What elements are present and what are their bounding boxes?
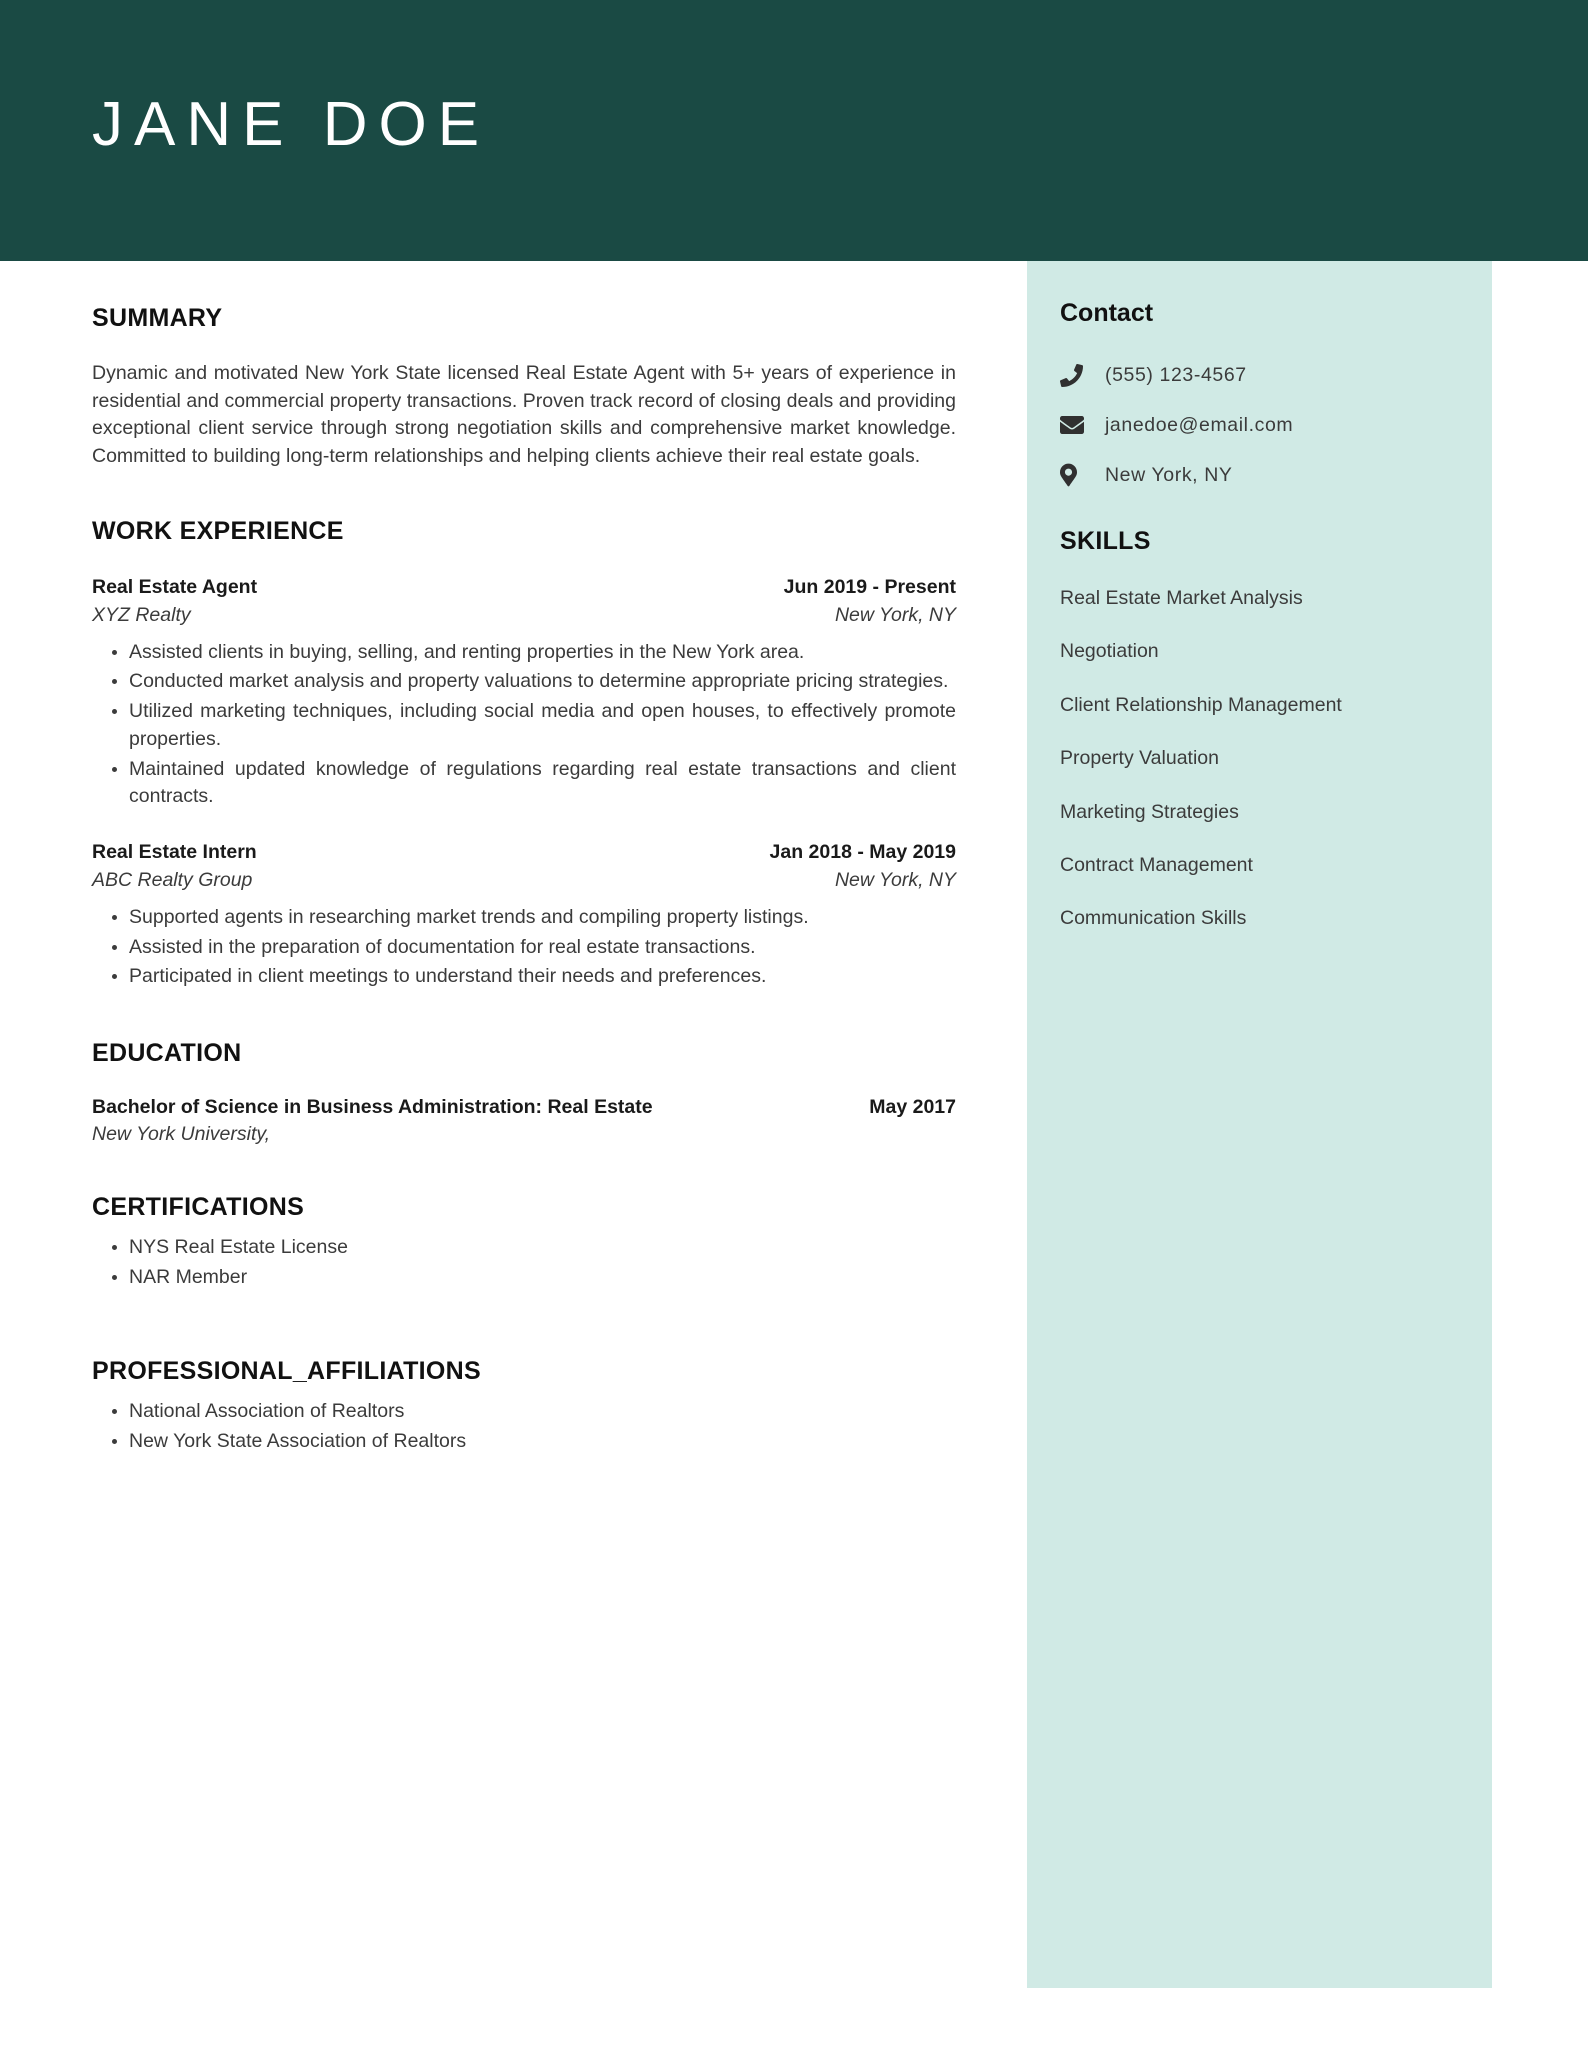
page-title: JANE DOE [92, 90, 491, 159]
job-title-row [92, 841, 956, 864]
job-dates: Jun 2019 - Present [783, 575, 956, 598]
list-item: Negotiation [1060, 640, 1159, 663]
list-item: Communication Skills [1060, 907, 1247, 930]
job-company-row [92, 869, 956, 892]
certifications-section-heading: CERTIFICATIONS [92, 1192, 305, 1221]
phone-icon [1060, 364, 1086, 387]
certifications-list [92, 1234, 956, 1291]
header-band [0, 0, 1588, 261]
list-item: Real Estate Market Analysis [1060, 587, 1303, 609]
list-item: Client Relationship Management [1060, 693, 1342, 716]
list-item: • Participated in client meetings to understand their needs and preferences. [129, 963, 956, 991]
education-school: New York University, [92, 1122, 271, 1145]
list-item: Marketing Strategies [1060, 800, 1239, 823]
summary-paragraph: Dynamic and motivated New York State licensed Real Estate Agent with 5+ years of experience in residential and commercial property transactions. Proven track record of closing deals and providing exceptional client service through strong negotiation skills and comprehensive market knowledge. Committed to building long-term relationships and helping clients achieve their real estate goals. [92, 362, 956, 468]
professional-affiliations-section-heading: PROFESSIONAL_AFFILIATIONS [92, 1357, 481, 1386]
education-date: May 2017 [869, 1095, 956, 1118]
job-company-row [92, 604, 956, 627]
education-degree-row [92, 1096, 956, 1119]
work-experience-entry [92, 841, 956, 991]
job-dates: Jan 2018 - May 2019 [769, 840, 956, 863]
list-item: • New York State Association of Realtors [129, 1428, 956, 1456]
job-location: New York, NY [834, 603, 956, 626]
work-experience-section-heading: WORK EXPERIENCE [92, 516, 344, 545]
location-pin-icon [1060, 463, 1086, 487]
list-item: • Maintained updated knowledge of regulations regarding real estate transactions and client contracts. [129, 756, 956, 811]
list-item: • Assisted clients in buying, selling, and renting properties in the New York area. [129, 639, 956, 667]
job-title-row [92, 576, 956, 599]
job-title: Real Estate Intern [92, 840, 257, 863]
contact-item-email[interactable] [1060, 413, 1458, 437]
skills-list [1060, 586, 1458, 931]
job-company: XYZ Realty [92, 603, 191, 626]
summary-section-heading: SUMMARY [92, 304, 223, 332]
job-location: New York, NY [834, 868, 956, 891]
contact-section-heading: Contact [1060, 299, 1154, 327]
main-content-column [92, 261, 956, 1458]
list-item: • Utilized marketing techniques, including social media and open houses, to effectively promote properties. [129, 698, 956, 753]
list-item: • NYS Real Estate License [129, 1234, 956, 1262]
contact-phone-value: (555) 123-4567 [1105, 364, 1247, 386]
professional-affiliations-list [92, 1398, 956, 1455]
list-item: • Assisted in the preparation of documentation for real estate transactions. [129, 934, 956, 962]
sidebar-inner [1027, 261, 1492, 931]
job-company: ABC Realty Group [92, 868, 253, 891]
list-item: Contract Management [1060, 853, 1253, 876]
list-item: • Conducted market analysis and property valuations to determine appropriate pricing strategies. [129, 668, 956, 696]
job-bullet-list [92, 639, 956, 811]
contact-item-phone[interactable] [1060, 364, 1458, 387]
contact-item-location[interactable] [1060, 463, 1458, 487]
job-title: Real Estate Agent [92, 575, 258, 598]
contact-location-value: New York, NY [1105, 463, 1233, 486]
work-experience-entry [92, 576, 956, 811]
skills-section-heading: SKILLS [1060, 527, 1151, 555]
list-item: • NAR Member [129, 1264, 956, 1292]
list-item: • National Association of Realtors [129, 1398, 956, 1426]
contact-list [1060, 364, 1458, 487]
education-section-heading: EDUCATION [92, 1038, 242, 1067]
list-item: • Supported agents in researching market trends and compiling property listings. [129, 904, 956, 932]
contact-email-value: janedoe@email.com [1105, 413, 1294, 436]
education-degree: Bachelor of Science in Business Administration: Real Estate [92, 1095, 653, 1118]
sidebar [1027, 261, 1492, 1988]
education-entry [92, 1096, 956, 1146]
job-bullet-list [92, 904, 956, 991]
envelope-icon [1060, 413, 1086, 437]
list-item: Property Valuation [1060, 747, 1219, 770]
